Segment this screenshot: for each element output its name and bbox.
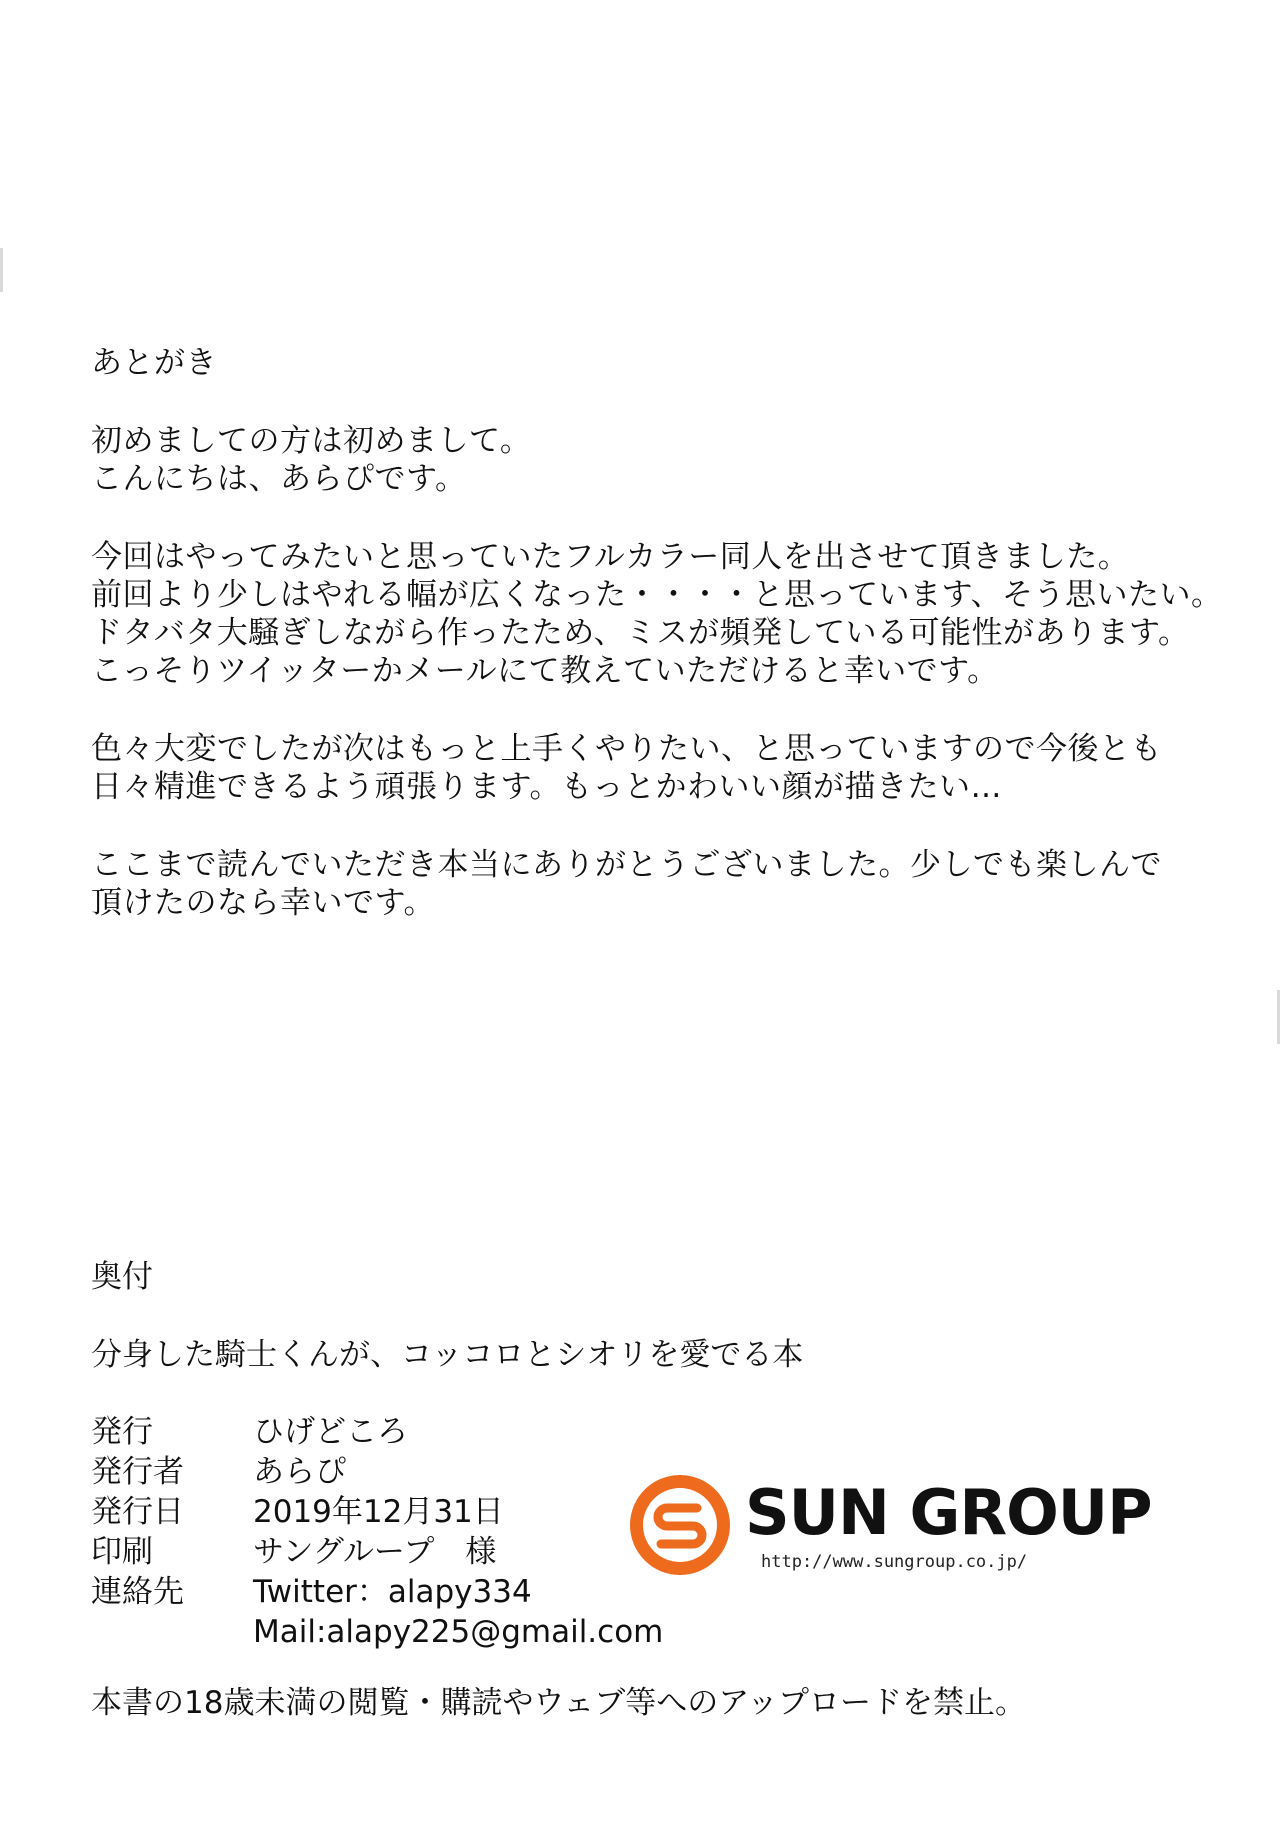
afterword-heading bbox=[91, 344, 1201, 382]
afterword-line: 色々大変でしたが次はもっと上手くやりたい、と思っていますので今後とも bbox=[91, 731, 1162, 767]
info-row-date bbox=[91, 1492, 663, 1532]
info-value: 2019年12月31日 bbox=[253, 1494, 504, 1530]
info-label: 印刷 bbox=[91, 1534, 153, 1570]
afterword-line: こんにちは、あらぴです。 bbox=[91, 461, 467, 497]
afterword-heading-text: あとがき bbox=[91, 345, 217, 381]
age-restriction-notice: 本書の18歳未満の閲覧・購読やウェブ等へのアップロードを禁止。 bbox=[91, 1685, 1027, 1721]
scan-edge-mark-left bbox=[0, 248, 3, 292]
info-value: サングループ 様 bbox=[253, 1534, 497, 1570]
info-row-contact bbox=[91, 1572, 663, 1612]
info-row-publisher bbox=[91, 1412, 663, 1452]
info-value: あらぴ bbox=[253, 1454, 346, 1490]
info-value: ひげどころ bbox=[253, 1414, 408, 1450]
afterword-paragraph-4 bbox=[91, 846, 1201, 922]
book-title: 分身した騎士くんが、コッコロとシオリを愛でる本 bbox=[91, 1337, 804, 1373]
info-label: 発行 bbox=[91, 1414, 153, 1450]
info-row-author bbox=[91, 1452, 663, 1492]
afterword-line: 頂けたのなら幸いです。 bbox=[91, 885, 436, 921]
afterword-line: ここまで読んでいただき本当にありがとうございました。少しでも楽しんで bbox=[91, 847, 1162, 883]
sun-group-logo-icon bbox=[627, 1472, 733, 1578]
info-label: 発行者 bbox=[91, 1454, 184, 1490]
info-row-printer bbox=[91, 1532, 663, 1572]
afterword-paragraph-2 bbox=[91, 538, 1223, 690]
afterword-line: 前回より少しはやれる幅が広くなった・・・・と思っています、そう思いたい。 bbox=[91, 577, 1223, 613]
afterword-line: 今回はやってみたいと思っていたフルカラー同人を出させて頂きました。 bbox=[91, 539, 1130, 575]
contact-email: Mail:alapy225@gmail.com bbox=[253, 1614, 664, 1650]
info-label: 発行日 bbox=[91, 1494, 184, 1530]
afterword-line: 初めましての方は初めまして。 bbox=[91, 423, 532, 459]
logo-wordmark: SUN GROUP bbox=[745, 1476, 1152, 1549]
afterword-paragraph-1 bbox=[91, 422, 1201, 498]
logo-url: http://www.sungroup.co.jp/ bbox=[761, 1552, 1028, 1572]
colophon-info-table bbox=[91, 1412, 663, 1652]
afterword-line: こっそりツイッターかメールにて教えていただけると幸いです。 bbox=[91, 653, 999, 689]
sun-group-logo bbox=[627, 1472, 1152, 1582]
colophon-heading: 奥付 bbox=[91, 1259, 153, 1295]
info-label: 連絡先 bbox=[91, 1574, 184, 1610]
afterword-line: ドタバタ大騒ぎしながら作ったため、ミスが頻発している可能性があります。 bbox=[91, 615, 1190, 651]
afterword-line: 日々精進できるよう頑張ります。もっとかわいい顔が描きたい… bbox=[91, 769, 1003, 805]
afterword-paragraph-3 bbox=[91, 730, 1201, 806]
afterword-section bbox=[91, 344, 1223, 962]
info-value: Twitter：alapy334 bbox=[253, 1574, 532, 1610]
